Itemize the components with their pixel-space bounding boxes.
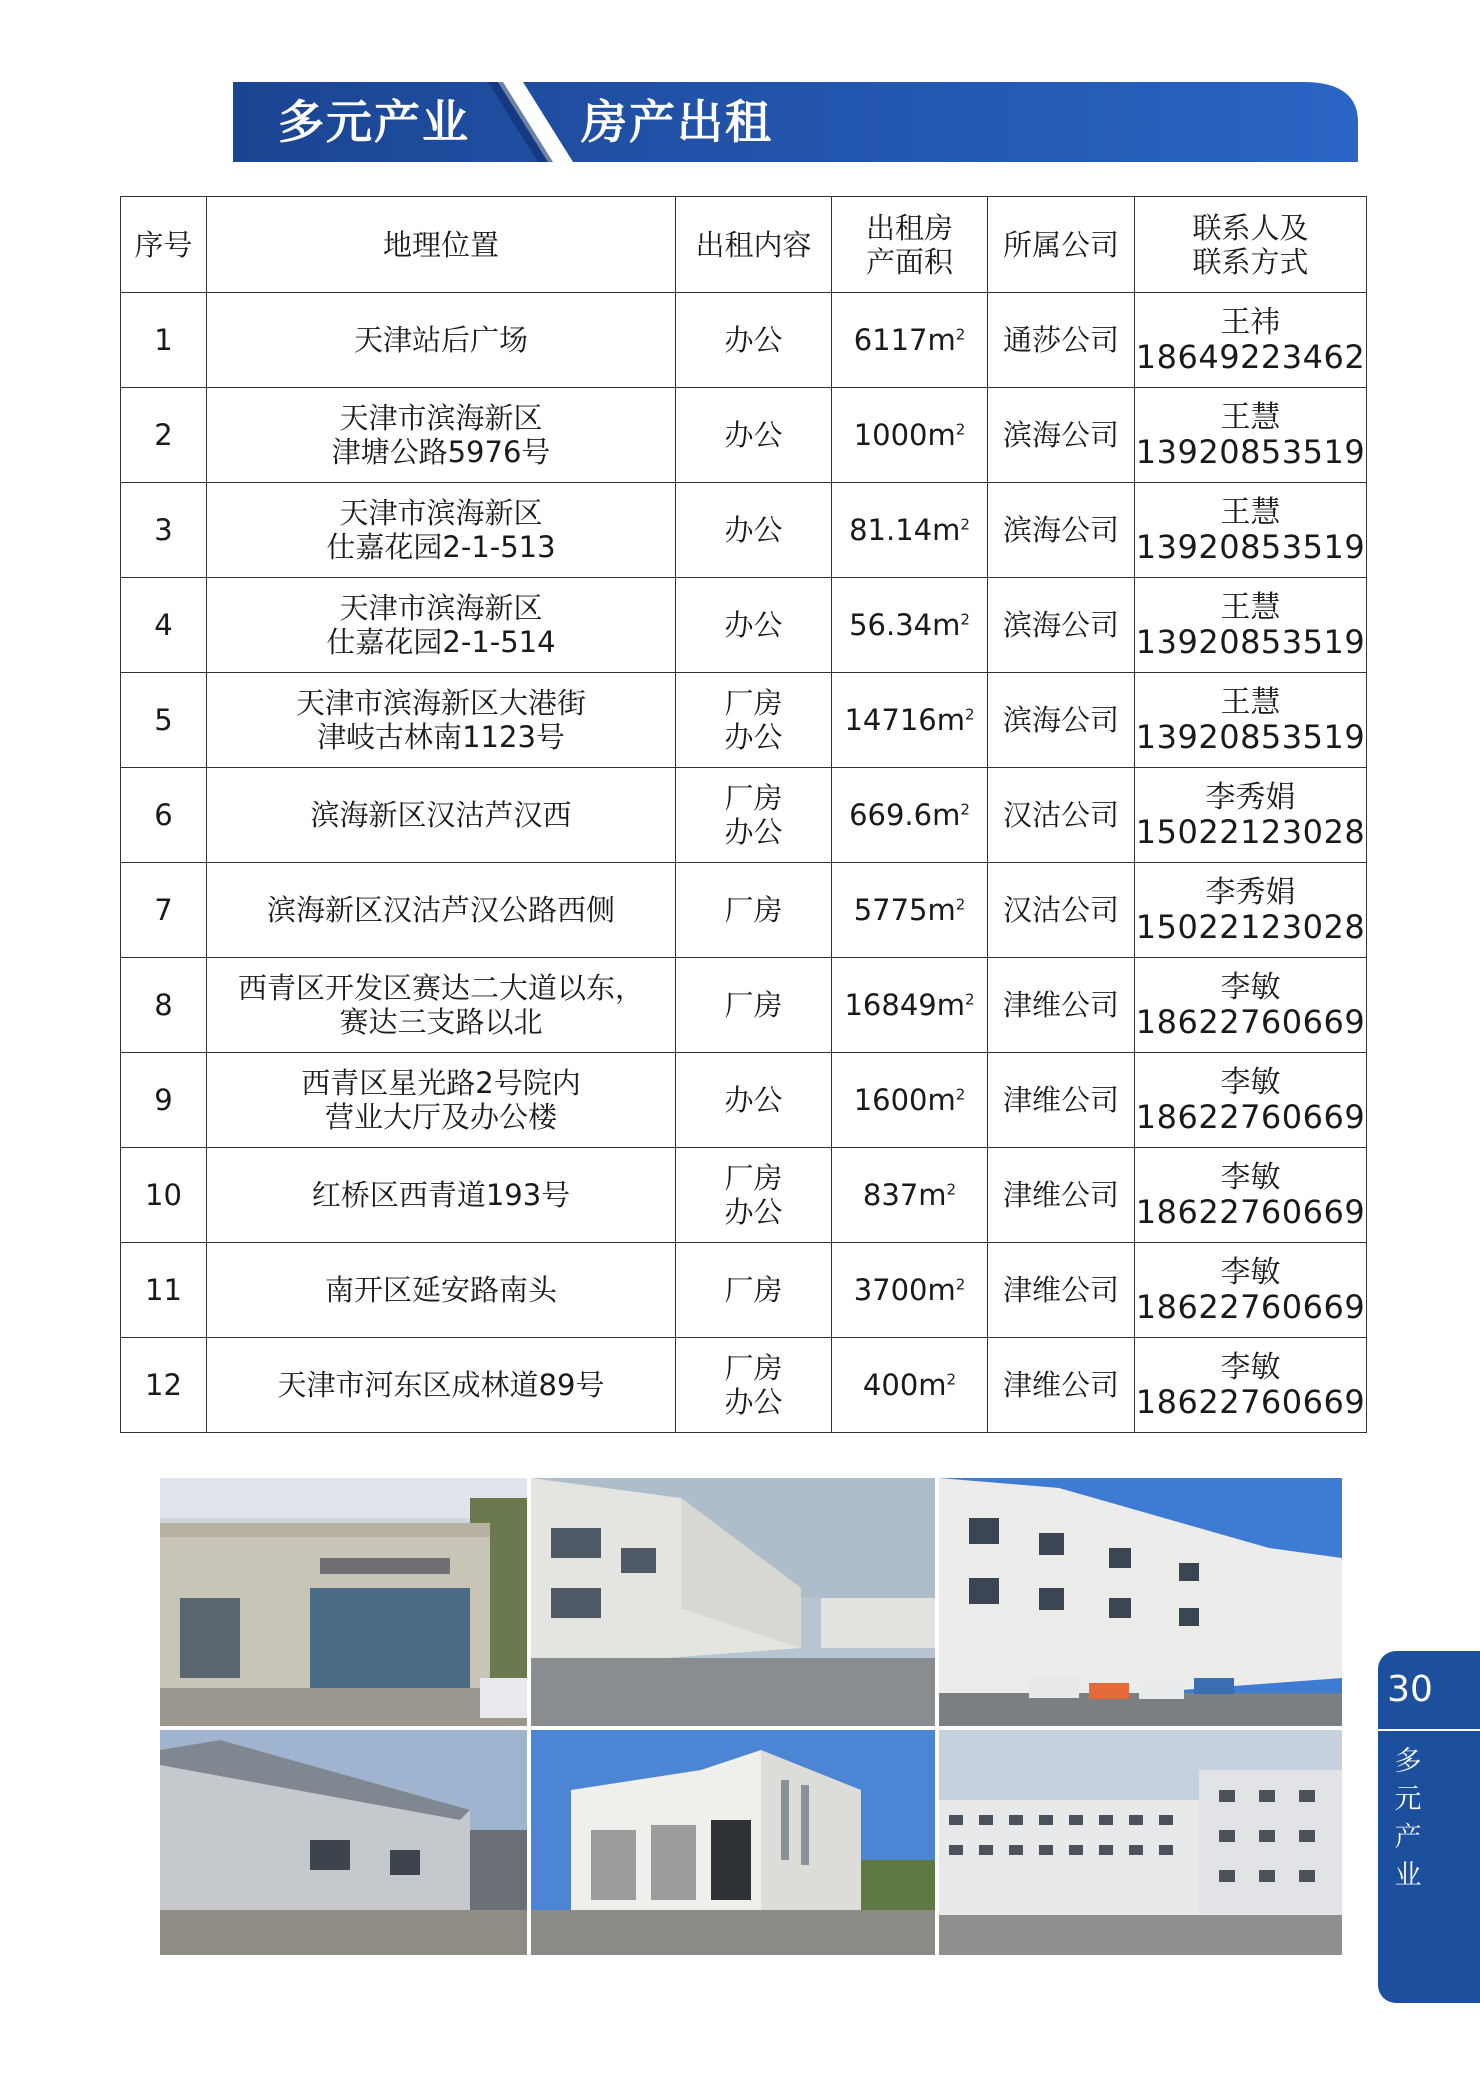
photo-business-hall [160, 1478, 527, 1726]
type-line: 办公 [724, 608, 783, 642]
type-line: 办公 [724, 513, 783, 547]
contact-phone: 15022123028 [1135, 908, 1366, 946]
contact-phone: 18622760669 [1135, 1383, 1366, 1421]
cell-company: 津维公司 [988, 1243, 1135, 1338]
contact-phone: 13920853519 [1135, 528, 1366, 566]
area-unit: m [932, 513, 961, 547]
header-type: 出租内容 [676, 197, 832, 293]
cell-no: 5 [121, 673, 207, 768]
type-line: 厂房 [724, 988, 783, 1022]
header-location: 地理位置 [207, 197, 676, 293]
contact-name: 王慧 [1220, 685, 1281, 720]
side-tab-divider [1378, 1729, 1480, 1731]
cell-area [832, 863, 988, 958]
area-value: 1000 [853, 418, 928, 452]
cell-area [832, 293, 988, 388]
contact-name: 李敏 [1220, 1160, 1281, 1195]
header-no: 序号 [121, 197, 207, 293]
rental-table [120, 196, 1367, 1433]
location-line: 滨海新区汉沽芦汉公路西侧 [266, 893, 615, 927]
contact-phone: 13920853519 [1135, 433, 1366, 471]
area-unit: m [936, 988, 965, 1022]
header-area [832, 197, 988, 293]
type-line: 办公 [724, 720, 783, 754]
contact-name: 王慧 [1220, 400, 1281, 435]
table-header-row [121, 197, 1367, 293]
location-line: 西青区星光路2号院内 [301, 1066, 581, 1100]
area-unit-sup: 2 [955, 420, 966, 439]
area-unit-sup: 2 [960, 610, 970, 629]
table-row [121, 1243, 1367, 1338]
table-row [121, 1053, 1367, 1148]
cell-company: 通莎公司 [988, 293, 1135, 388]
header-contact-line1: 联系人及 [1192, 210, 1309, 245]
cell-location [207, 1148, 676, 1243]
area-unit: m [927, 418, 956, 452]
cell-contact [1135, 1338, 1367, 1433]
table-row [121, 1148, 1367, 1243]
table-row [121, 768, 1367, 863]
area-value: 56.34 [849, 608, 933, 642]
cell-company: 汉沽公司 [988, 768, 1135, 863]
contact-phone: 18622760669 [1135, 1288, 1366, 1326]
cell-no: 4 [121, 578, 207, 673]
contact-phone: 18649223462 [1135, 338, 1366, 376]
location-line: 滨海新区汉沽芦汉西 [310, 798, 572, 832]
area-value: 5775 [853, 893, 928, 927]
area-unit-sup: 2 [955, 895, 966, 914]
area-unit-sup: 2 [964, 705, 975, 724]
contact-phone: 18622760669 [1135, 1003, 1366, 1041]
contact-phone: 13920853519 [1135, 623, 1366, 661]
cell-no: 12 [121, 1338, 207, 1433]
cell-contact [1135, 768, 1367, 863]
cell-location [207, 388, 676, 483]
cell-type [676, 1338, 832, 1433]
contact-name: 李敏 [1220, 1255, 1281, 1290]
type-line: 办公 [724, 1195, 783, 1229]
contact-name: 王祎 [1220, 305, 1281, 340]
area-value: 669.6 [849, 798, 933, 832]
cell-type [676, 863, 832, 958]
cell-location [207, 1338, 676, 1433]
contact-name: 王慧 [1220, 495, 1281, 530]
photo-factory-yard [531, 1478, 935, 1726]
area-unit-sup: 2 [960, 800, 970, 819]
contact-name: 王慧 [1220, 590, 1281, 625]
cell-location [207, 483, 676, 578]
area-unit-sup: 2 [964, 990, 975, 1009]
header-contact-line2: 联系方式 [1192, 244, 1309, 279]
area-value: 837 [862, 1178, 919, 1212]
side-page-tab [1378, 1651, 1480, 2003]
cell-type [676, 1148, 832, 1243]
header-contact [1135, 197, 1367, 293]
cell-type [676, 1243, 832, 1338]
property-photos [160, 1478, 1342, 1955]
cell-no: 1 [121, 293, 207, 388]
cell-contact [1135, 293, 1367, 388]
area-unit: m [918, 1178, 947, 1212]
area-unit: m [927, 323, 956, 357]
table-row [121, 673, 1367, 768]
page-header-banner [233, 82, 1358, 162]
cell-company: 滨海公司 [988, 578, 1135, 673]
type-line: 厂房 [724, 781, 783, 815]
type-line: 厂房 [724, 1273, 783, 1307]
cell-area [832, 578, 988, 673]
location-line: 仕嘉花园2-1-513 [326, 530, 556, 564]
type-line: 办公 [724, 418, 783, 452]
location-line: 津岐古林南1123号 [317, 720, 565, 754]
header-area-line1: 出租房 [865, 210, 953, 245]
area-unit: m [927, 893, 956, 927]
cell-company: 津维公司 [988, 1338, 1135, 1433]
header-company: 所属公司 [988, 197, 1135, 293]
table-row [121, 578, 1367, 673]
cell-contact [1135, 483, 1367, 578]
type-line: 厂房 [724, 1351, 783, 1385]
side-tab-char: 产 [1394, 1822, 1422, 1853]
photo-workshop [531, 1730, 935, 1955]
cell-area [832, 483, 988, 578]
photo-office-building [939, 1478, 1342, 1726]
cell-type [676, 1053, 832, 1148]
type-line: 办公 [724, 1385, 783, 1419]
cell-company: 津维公司 [988, 1148, 1135, 1243]
contact-name: 李秀娟 [1205, 780, 1296, 815]
cell-area [832, 1243, 988, 1338]
cell-area [832, 768, 988, 863]
cell-location [207, 768, 676, 863]
area-unit-sup: 2 [955, 1085, 966, 1104]
contact-phone: 13920853519 [1135, 718, 1366, 756]
cell-area [832, 1338, 988, 1433]
cell-company: 津维公司 [988, 1053, 1135, 1148]
type-line: 办公 [724, 323, 783, 357]
area-value: 1600 [853, 1083, 928, 1117]
contact-name: 李敏 [1220, 1065, 1281, 1100]
type-line: 厂房 [724, 1161, 783, 1195]
location-line: 天津市滨海新区大港街 [295, 686, 586, 720]
cell-no: 10 [121, 1148, 207, 1243]
area-unit: m [927, 1273, 956, 1307]
cell-type [676, 958, 832, 1053]
type-line: 厂房 [724, 893, 783, 927]
cell-no: 8 [121, 958, 207, 1053]
page-title: 房产出租 [581, 95, 773, 149]
location-line: 仕嘉花园2-1-514 [326, 625, 556, 659]
area-value: 16849 [844, 988, 937, 1022]
area-value: 81.14 [849, 513, 933, 547]
cell-location [207, 958, 676, 1053]
cell-type [676, 673, 832, 768]
cell-location [207, 293, 676, 388]
table-row [121, 958, 1367, 1053]
cell-location [207, 578, 676, 673]
location-line: 天津市河东区成林道89号 [277, 1368, 605, 1402]
contact-phone: 15022123028 [1135, 813, 1366, 851]
location-line: 西青区开发区赛达二大道以东， [237, 971, 644, 1005]
table-row [121, 1338, 1367, 1433]
area-value: 3700 [853, 1273, 928, 1307]
table-row [121, 388, 1367, 483]
contact-name: 李秀娟 [1205, 875, 1296, 910]
cell-company: 滨海公司 [988, 388, 1135, 483]
cell-type [676, 578, 832, 673]
table-row [121, 483, 1367, 578]
area-unit-sup: 2 [955, 325, 966, 344]
cell-location [207, 863, 676, 958]
area-unit: m [932, 608, 961, 642]
cell-type [676, 293, 832, 388]
area-unit-sup: 2 [960, 515, 970, 534]
contact-name: 李敏 [1220, 1350, 1281, 1385]
cell-type [676, 483, 832, 578]
cell-area [832, 1053, 988, 1148]
photo-apartment-block [939, 1730, 1342, 1955]
cell-contact [1135, 1148, 1367, 1243]
cell-contact [1135, 578, 1367, 673]
cell-type [676, 768, 832, 863]
cell-company: 滨海公司 [988, 673, 1135, 768]
cell-contact [1135, 863, 1367, 958]
area-unit-sup: 2 [946, 1370, 957, 1389]
cell-contact [1135, 958, 1367, 1053]
header-area-line2: 产面积 [865, 244, 953, 279]
cell-type [676, 388, 832, 483]
cell-contact [1135, 1243, 1367, 1338]
location-line: 红桥区西青道193号 [311, 1178, 571, 1212]
location-line: 营业大厅及办公楼 [324, 1100, 557, 1134]
table-body [121, 293, 1367, 1433]
section-label: 多元产业 [278, 95, 470, 149]
cell-contact [1135, 1053, 1367, 1148]
type-line: 办公 [724, 1083, 783, 1117]
cell-location [207, 1053, 676, 1148]
cell-contact [1135, 673, 1367, 768]
cell-area [832, 958, 988, 1053]
side-tab-char: 多 [1394, 1746, 1422, 1777]
cell-no: 6 [121, 768, 207, 863]
page-number: 30 [1387, 1669, 1433, 1710]
area-unit-sup: 2 [955, 1275, 966, 1294]
side-tab-label [1384, 1743, 1432, 1895]
area-value: 400 [862, 1368, 919, 1402]
cell-area [832, 1148, 988, 1243]
area-unit: m [932, 798, 961, 832]
location-line: 天津市滨海新区 [339, 591, 543, 625]
area-unit: m [918, 1368, 947, 1402]
cell-no: 3 [121, 483, 207, 578]
location-line: 天津市滨海新区 [339, 401, 543, 435]
table-row [121, 863, 1367, 958]
area-unit: m [936, 703, 965, 737]
location-line: 南开区延安路南头 [324, 1273, 557, 1307]
cell-no: 11 [121, 1243, 207, 1338]
cell-no: 9 [121, 1053, 207, 1148]
location-line: 赛达三支路以北 [339, 1005, 543, 1039]
area-unit-sup: 2 [946, 1180, 957, 1199]
cell-location [207, 673, 676, 768]
side-tab-char: 业 [1394, 1860, 1422, 1891]
contact-name: 李敏 [1220, 970, 1281, 1005]
area-unit: m [927, 1083, 956, 1117]
area-value: 14716 [844, 703, 937, 737]
cell-no: 7 [121, 863, 207, 958]
cell-company: 津维公司 [988, 958, 1135, 1053]
location-line: 天津市滨海新区 [339, 496, 543, 530]
contact-phone: 18622760669 [1135, 1193, 1366, 1231]
side-tab-char: 元 [1394, 1784, 1422, 1815]
cell-area [832, 673, 988, 768]
location-line: 津塘公路5976号 [331, 435, 551, 469]
cell-location [207, 1243, 676, 1338]
cell-company: 汉沽公司 [988, 863, 1135, 958]
contact-phone: 18622760669 [1135, 1098, 1366, 1136]
cell-no: 2 [121, 388, 207, 483]
location-line: 天津站后广场 [353, 323, 528, 357]
type-line: 办公 [724, 815, 783, 849]
table-row [121, 293, 1367, 388]
type-line: 厂房 [724, 686, 783, 720]
cell-area [832, 388, 988, 483]
area-value: 6117 [853, 323, 928, 357]
cell-company: 滨海公司 [988, 483, 1135, 578]
photo-warehouse [160, 1730, 527, 1955]
cell-contact [1135, 388, 1367, 483]
